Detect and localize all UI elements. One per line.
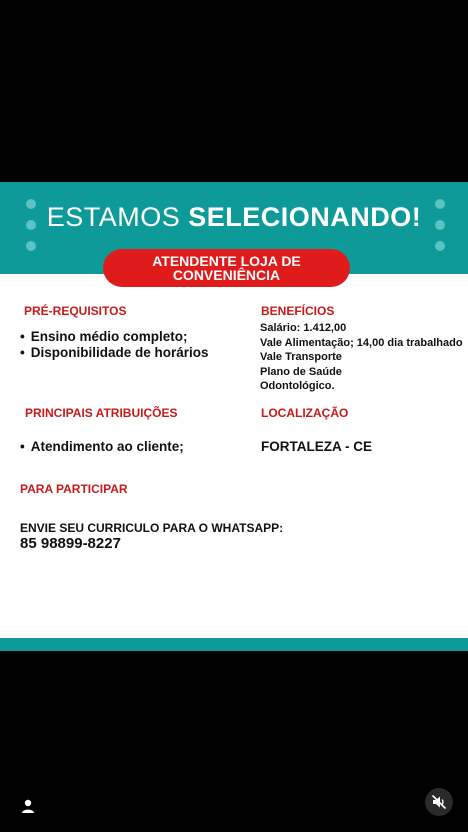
benefit-item: Vale Transporte	[260, 351, 342, 363]
participate-instruction: ENVIE SEU CURRICULO PARA O WHATSAPP:	[20, 521, 284, 535]
prereq-item: • Disponibilidade de horários	[20, 345, 209, 361]
prereq-item: • Ensino médio completo;	[20, 329, 209, 345]
job-title-pill	[103, 249, 350, 287]
headline-bold: SELECIONANDO!	[188, 202, 422, 232]
muted-speaker-icon[interactable]	[425, 788, 453, 816]
headline-light: ESTAMOS	[46, 202, 181, 232]
benefit-item: Vale Alimentação; 14,00 dia trabalhado	[260, 336, 463, 349]
headline	[0, 202, 468, 233]
job-title-line1: ATENDENTE LOJA DE	[152, 253, 301, 269]
location-title: LOCALIZAÇÃO	[261, 406, 349, 420]
benefits-list	[260, 321, 463, 394]
participate-title: PARA PARTICIPAR	[20, 482, 128, 496]
user-icon[interactable]	[20, 798, 36, 814]
benefit-item: Plano de Saúde	[260, 365, 342, 378]
whatsapp-phone: 85 98899-8227	[20, 535, 121, 552]
prereq-list	[20, 329, 209, 361]
location-value: FORTALEZA - CE	[261, 439, 372, 454]
job-title-line2: CONVENIÊNCIA	[172, 267, 281, 283]
benefit-item: Salário: 1.412,00	[260, 322, 347, 334]
duty-item: • Atendimento ao cliente;	[20, 439, 184, 455]
footer-bar	[0, 638, 468, 651]
prereq-title: PRÉ-REQUISITOS	[24, 304, 127, 318]
benefits-title: BENEFÍCIOS	[261, 304, 335, 318]
duties-title: PRINCIPAIS ATRIBUIÇÕES	[25, 406, 178, 420]
decor-dot	[26, 241, 36, 251]
decor-dot	[435, 241, 445, 251]
job-post-image	[0, 182, 468, 651]
benefit-item: Odontológico.	[260, 380, 335, 392]
duties-list	[20, 439, 184, 455]
